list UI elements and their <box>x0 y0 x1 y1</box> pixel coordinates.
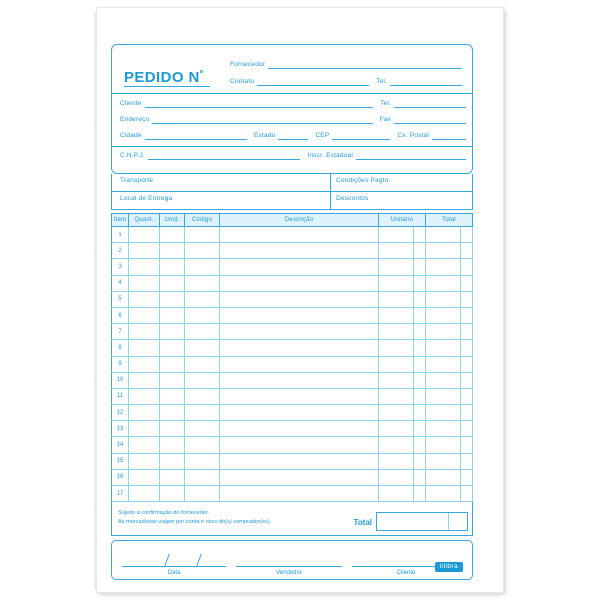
table-row[interactable] <box>112 340 473 356</box>
cell-quantidade[interactable] <box>129 243 160 259</box>
cell-unidade[interactable] <box>160 388 185 404</box>
cell-descricao[interactable] <box>220 243 379 259</box>
transport-vertical-divider <box>330 174 331 210</box>
table-row[interactable] <box>112 324 473 340</box>
field-contato[interactable] <box>230 76 462 86</box>
label-contato: Contato <box>230 78 255 85</box>
cell-codigo[interactable] <box>185 421 220 437</box>
column-header-unidade: Unid. <box>160 214 185 227</box>
cell-quantidade[interactable] <box>129 437 160 453</box>
cell-item[interactable]: 15 <box>112 453 129 469</box>
cell-codigo[interactable] <box>185 243 220 259</box>
cell-descricao[interactable] <box>220 421 379 437</box>
cell-unidade[interactable] <box>160 405 185 421</box>
cell-unidade[interactable] <box>160 421 185 437</box>
cell-quantidade[interactable] <box>129 388 160 404</box>
column-header-total: Total <box>426 214 473 227</box>
input-cnpj[interactable] <box>148 150 300 160</box>
cell-unitario[interactable] <box>379 275 426 291</box>
cell-unidade[interactable] <box>160 227 185 243</box>
cell-codigo[interactable] <box>185 486 220 502</box>
cell-unidade[interactable] <box>160 307 185 323</box>
cell-total[interactable] <box>426 356 473 372</box>
cell-item[interactable]: 11 <box>112 388 129 404</box>
cell-codigo[interactable] <box>185 227 220 243</box>
cell-quantidade[interactable] <box>129 275 160 291</box>
cell-descricao[interactable] <box>220 307 379 323</box>
cell-quantidade[interactable] <box>129 259 160 275</box>
label-descontos: Descontos <box>336 195 369 202</box>
items-table-header-row <box>112 214 473 227</box>
cell-total[interactable] <box>426 291 473 307</box>
label-cidade: Cidade <box>120 132 142 139</box>
cell-descricao[interactable] <box>220 275 379 291</box>
label-cx-postal: Cx. Postal <box>397 132 429 139</box>
cell-quantidade[interactable] <box>129 486 160 502</box>
signature-caption-cliente: Cliente <box>396 570 416 577</box>
cell-total[interactable] <box>426 324 473 340</box>
cell-total[interactable] <box>426 486 473 502</box>
order-form-paper <box>97 8 503 592</box>
cell-quantidade[interactable] <box>129 324 160 340</box>
label-inscr-estadual: Inscr. Estadual <box>307 152 353 159</box>
label-fax: Fax <box>379 116 391 123</box>
cell-total[interactable] <box>426 243 473 259</box>
cell-codigo[interactable] <box>185 259 220 275</box>
cell-item[interactable]: 2 <box>112 243 129 259</box>
cell-item[interactable]: 14 <box>112 437 129 453</box>
cell-codigo[interactable] <box>185 275 220 291</box>
field-local-entrega[interactable] <box>120 194 324 203</box>
cell-descricao[interactable] <box>220 340 379 356</box>
total-label: Total <box>353 518 372 528</box>
label-local-entrega: Local de Entrega <box>120 195 173 202</box>
label-estado: Estado <box>253 132 276 139</box>
signature-caption-vendedor: Vendedor <box>276 570 302 577</box>
cell-item[interactable]: 5 <box>112 291 129 307</box>
field-cidade[interactable] <box>120 130 466 140</box>
cell-quantidade[interactable] <box>129 405 160 421</box>
field-descontos[interactable] <box>336 194 464 203</box>
title-underline <box>124 86 210 87</box>
transport-block <box>111 174 473 210</box>
terms-note-line1: Sujeito a confirmação do fornecedor. <box>118 510 210 517</box>
cell-item[interactable]: 3 <box>112 259 129 275</box>
cell-descricao[interactable] <box>220 405 379 421</box>
cell-total[interactable] <box>426 340 473 356</box>
cell-unidade[interactable] <box>160 453 185 469</box>
field-transporte[interactable] <box>120 176 324 185</box>
input-cidade[interactable] <box>145 130 247 140</box>
cell-total[interactable] <box>426 388 473 404</box>
cell-unitario[interactable] <box>379 372 426 388</box>
input-fax[interactable] <box>394 114 466 124</box>
input-inscr-estadual[interactable] <box>356 150 466 160</box>
table-row[interactable] <box>112 372 473 388</box>
cell-codigo[interactable] <box>185 453 220 469</box>
cell-quantidade[interactable] <box>129 291 160 307</box>
cell-quantidade[interactable] <box>129 307 160 323</box>
cell-descricao[interactable] <box>220 469 379 485</box>
cell-total[interactable] <box>426 259 473 275</box>
table-row[interactable] <box>112 275 473 291</box>
cell-item[interactable]: 6 <box>112 307 129 323</box>
cell-codigo[interactable] <box>185 291 220 307</box>
column-header-unitario: Unitário <box>379 214 426 227</box>
terms-note-line2: As mercadorias viajam por conta e risco do(s) comprador(es). <box>118 519 272 526</box>
table-row[interactable] <box>112 453 473 469</box>
cell-unitario[interactable] <box>379 324 426 340</box>
input-tel-cliente[interactable] <box>394 98 466 108</box>
table-row[interactable] <box>112 388 473 404</box>
transport-horizontal-divider <box>112 191 472 192</box>
table-row[interactable] <box>112 243 473 259</box>
cell-quantidade[interactable] <box>129 453 160 469</box>
label-tel-cliente: Tel. <box>380 100 391 107</box>
cell-total[interactable] <box>426 372 473 388</box>
table-row[interactable] <box>112 291 473 307</box>
cell-descricao[interactable] <box>220 291 379 307</box>
input-estado[interactable] <box>278 130 308 140</box>
input-transporte[interactable] <box>156 176 324 185</box>
input-tel-top[interactable] <box>390 76 462 86</box>
table-row[interactable] <box>112 307 473 323</box>
cell-unidade[interactable] <box>160 356 185 372</box>
cell-descricao[interactable] <box>220 356 379 372</box>
cell-unidade[interactable] <box>160 437 185 453</box>
label-tel-top: Tel. <box>376 78 387 85</box>
field-fornecedor[interactable] <box>230 59 462 69</box>
input-contato[interactable] <box>257 76 369 86</box>
cell-quantidade[interactable] <box>129 469 160 485</box>
label-endereco: Endereço <box>120 116 150 123</box>
cell-unitario[interactable] <box>379 307 426 323</box>
total-value-field[interactable] <box>376 512 468 531</box>
input-cx-postal[interactable] <box>432 130 466 140</box>
header-block <box>111 44 473 174</box>
cell-item[interactable]: 17 <box>112 486 129 502</box>
input-cliente[interactable] <box>145 98 373 108</box>
cell-quantidade[interactable] <box>129 340 160 356</box>
cell-descricao[interactable] <box>220 372 379 388</box>
label-fornecedor: Fornecedor <box>230 61 266 68</box>
header-divider-2 <box>112 146 472 147</box>
cell-unitario[interactable] <box>379 437 426 453</box>
cell-unidade[interactable] <box>160 275 185 291</box>
cell-unidade[interactable] <box>160 259 185 275</box>
items-table-body <box>112 227 473 502</box>
brand-logo: tilibra <box>435 562 463 572</box>
cell-item[interactable]: 16 <box>112 469 129 485</box>
page-title <box>124 68 203 86</box>
label-condicoes-pagto: Condições Pagto. <box>336 177 391 184</box>
items-table-head <box>112 214 473 227</box>
cell-unitario[interactable] <box>379 486 426 502</box>
table-row[interactable] <box>112 469 473 485</box>
cell-item[interactable]: 9 <box>112 356 129 372</box>
cell-descricao[interactable] <box>220 227 379 243</box>
cell-unitario[interactable] <box>379 259 426 275</box>
input-fornecedor[interactable] <box>268 59 462 69</box>
cell-descricao[interactable] <box>220 388 379 404</box>
cell-unitario[interactable] <box>379 291 426 307</box>
cell-item[interactable]: 12 <box>112 405 129 421</box>
cell-unidade[interactable] <box>160 243 185 259</box>
cell-codigo[interactable] <box>185 307 220 323</box>
field-cliente[interactable] <box>120 98 466 108</box>
input-condicoes-pagto[interactable] <box>394 176 464 185</box>
cell-total[interactable] <box>426 469 473 485</box>
items-table <box>111 213 473 502</box>
cell-unitario[interactable] <box>379 453 426 469</box>
cell-codigo[interactable] <box>185 405 220 421</box>
table-row[interactable] <box>112 259 473 275</box>
input-local-entrega[interactable] <box>175 194 324 203</box>
cell-unidade[interactable] <box>160 324 185 340</box>
cell-unitario[interactable] <box>379 421 426 437</box>
table-row[interactable] <box>112 437 473 453</box>
cell-unitario[interactable] <box>379 227 426 243</box>
cell-unidade[interactable] <box>160 291 185 307</box>
cell-item[interactable]: 7 <box>112 324 129 340</box>
header-divider-1 <box>112 93 472 94</box>
cell-total[interactable] <box>426 405 473 421</box>
cell-unitario[interactable] <box>379 469 426 485</box>
cell-unitario[interactable] <box>379 405 426 421</box>
cell-unidade[interactable] <box>160 372 185 388</box>
cell-quantidade[interactable] <box>129 227 160 243</box>
cell-descricao[interactable] <box>220 486 379 502</box>
cell-unidade[interactable] <box>160 340 185 356</box>
terms-note <box>118 509 271 527</box>
label-cnpj: C.N.P.J. <box>120 152 145 159</box>
cell-unidade[interactable] <box>160 469 185 485</box>
column-header-codigo: Código <box>185 214 220 227</box>
field-cnpj[interactable] <box>120 150 466 160</box>
cell-quantidade[interactable] <box>129 372 160 388</box>
order-form <box>111 44 473 580</box>
cell-codigo[interactable] <box>185 372 220 388</box>
cell-unitario[interactable] <box>379 356 426 372</box>
page-title-superscript: º <box>199 68 204 78</box>
signature-line-data[interactable] <box>122 566 226 567</box>
cell-descricao[interactable] <box>220 437 379 453</box>
totals-block <box>111 502 473 536</box>
table-row[interactable] <box>112 421 473 437</box>
column-header-quantidade: Quant. <box>129 214 160 227</box>
cell-total[interactable] <box>426 437 473 453</box>
cell-codigo[interactable] <box>185 388 220 404</box>
label-transporte: Transporte <box>120 177 154 184</box>
cell-codigo[interactable] <box>185 324 220 340</box>
input-descontos[interactable] <box>372 194 464 203</box>
cell-codigo[interactable] <box>185 340 220 356</box>
label-cep: CEP <box>315 132 330 139</box>
table-row[interactable] <box>112 227 473 243</box>
cell-unitario[interactable] <box>379 388 426 404</box>
cell-unidade[interactable] <box>160 486 185 502</box>
cell-total[interactable] <box>426 421 473 437</box>
label-cliente: Cliente <box>120 100 142 107</box>
cell-total[interactable] <box>426 453 473 469</box>
cell-descricao[interactable] <box>220 324 379 340</box>
field-endereco[interactable] <box>120 114 466 124</box>
column-header-item: Item <box>112 214 129 227</box>
cell-item[interactable]: 10 <box>112 372 129 388</box>
cell-descricao[interactable] <box>220 259 379 275</box>
cell-item[interactable]: 4 <box>112 275 129 291</box>
signature-caption-data: Data <box>167 570 181 577</box>
cell-item[interactable]: 1 <box>112 227 129 243</box>
cell-total[interactable] <box>426 227 473 243</box>
cell-unitario[interactable] <box>379 243 426 259</box>
cell-total[interactable] <box>426 307 473 323</box>
cell-total[interactable] <box>426 275 473 291</box>
column-header-descricao: Descrição <box>220 214 379 227</box>
table-row[interactable] <box>112 356 473 372</box>
signature-line-vendedor[interactable] <box>236 566 342 567</box>
input-endereco[interactable] <box>152 114 372 124</box>
cell-quantidade[interactable] <box>129 356 160 372</box>
cell-item[interactable]: 8 <box>112 340 129 356</box>
table-row[interactable] <box>112 486 473 502</box>
cell-unitario[interactable] <box>379 340 426 356</box>
input-cep[interactable] <box>332 130 390 140</box>
field-condicoes-pagto[interactable] <box>336 176 464 185</box>
page-title-text: PEDIDO N <box>124 69 200 86</box>
cell-item[interactable]: 13 <box>112 421 129 437</box>
cell-descricao[interactable] <box>220 453 379 469</box>
cell-codigo[interactable] <box>185 437 220 453</box>
table-row[interactable] <box>112 405 473 421</box>
signature-block <box>111 540 473 580</box>
cell-quantidade[interactable] <box>129 421 160 437</box>
cell-codigo[interactable] <box>185 356 220 372</box>
cell-codigo[interactable] <box>185 469 220 485</box>
